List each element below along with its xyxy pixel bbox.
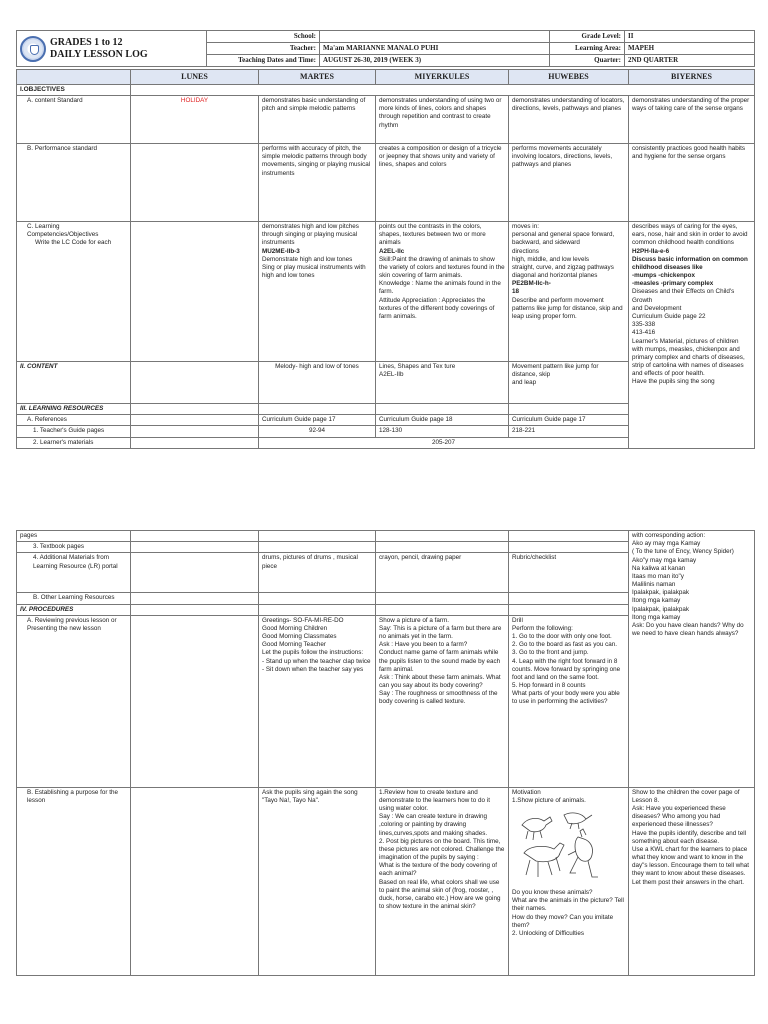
song-biyernes: with corresponding action: Ako ay may mga Kamay ( To the tune of Ency, Wency Spider) Ako"y may mga kamay Na kaliwa at kanan Itaas mo man ito"y Malilinis naman Ipalakpak, ipalakpak Itong mga kamay Ipalakpak, ipalakpak Itong mga kamay Ask: Do you have clean hands? Why do we need to have clean hands always? [629, 531, 755, 788]
tg-miyerkules-b: 128-130 [376, 426, 509, 437]
content-huwebes: Movement pattern like jump for distance, skip and leap [509, 362, 629, 404]
school-value [320, 31, 550, 43]
ps-biyernes: consistently practices good health habits and hygiene for the sense organs [629, 144, 755, 222]
ps-huwebes: performs movements accurately involving locators, directions, levels, pathways and planes [509, 144, 629, 222]
teacher-label: Teacher: [207, 43, 320, 55]
additional-materials-label: 4. Additional Materials from Learning Resource (LR) portal [17, 553, 131, 593]
lc-biyernes: describes ways of caring for the eyes, ears, nose, hair and skin in order to avoid common childhood health conditions H2PH-IIa-e-6 Discuss basic information on common childhood diseases like -mumps -chickenpox -measles -primary complex Diseases and their Effects on Child's Growth and Development Curriculum Guide page 22 335-338 413-416 Learner's Material, pictures of children with mumps, measles, chickenpox and primary complex and charts of diseases, strip of cartolina with names of diseases and effects of poor health. Have the pupils sing the song [629, 222, 755, 449]
day-header-huwebes: HUWEBES [509, 70, 629, 84]
deped-seal-icon [20, 36, 46, 62]
learners-materials-label: 2. Learner's materials [17, 437, 131, 448]
content-label: II. CONTENT [17, 362, 131, 404]
deped-logo [20, 36, 203, 62]
rv-martes: Greetings- SO-FA-MI-RE-DO Good Morning Children Good Morning Classmates Good Morning Teacher Let the pupils follow the instructions: - Stand up when the teacher clap twice - Sit down when the teacher say yes [259, 615, 376, 787]
other-resources-label: B. Other Learning Resources [17, 593, 131, 604]
lc-miyerkules: points out the contrasts in the colors, shapes, textures between two or more animals A2EL-IIc Skill:Paint the drawing of animals to show the variety of colors and textures found in the skin covering of farm animals. Knowledge : Name the animals found in the farm. Attitude Appreciation : Appreciates the textures of the different body coverings of farm animals. [376, 222, 509, 362]
lesson-table-2 [16, 530, 755, 976]
area-label: Learning Area: [550, 43, 625, 55]
competencies-label-cell [17, 222, 131, 362]
area-value: MAPEH [625, 43, 755, 55]
lesson-log-page-1 [16, 30, 754, 449]
school-label: School: [207, 31, 320, 43]
logo-line-2: DAILY LESSON LOG [50, 48, 148, 60]
pu-biyernes: Show to the children the cover page of Lesson 8. Ask: Have you experienced these diseases? Who among you had experienced these illnesses? Have the pupils identify, describe and tell something about each disease. Use a KWL chart for the learners to place what they know and want to know in the day"s lesson. Encourage them to tell what they want to know about these diseases. Let them post their answers in the chart. [629, 787, 755, 975]
resources-label: III. LEARNING RESOURCES [17, 404, 131, 415]
tg-martes-b: 92-94 [259, 426, 376, 437]
cs-martes: demonstrates basic understanding of pitch and simple melodic patterns [259, 96, 376, 144]
ps-miyerkules: creates a composition or design of a tricycle or jeepney that shows unity and variety of lines, shapes and colors [376, 144, 509, 222]
grade-label: Grade Level: [550, 31, 625, 43]
logo-line-1: GRADES 1 to 12 [50, 36, 123, 48]
logo-cell [17, 31, 207, 67]
competencies-label: C. Learning Competencies/Objectives [27, 223, 99, 239]
pu-martes: Ask the pupils sing again the song "Tayo Na!, Tayo Na". [259, 787, 376, 975]
textbook-label: 3. Textbook pages [17, 542, 131, 553]
quarter-value: 2ND QUARTER [625, 55, 755, 67]
day-header-lunes: LUNES [131, 70, 259, 84]
corner-cell [17, 70, 131, 84]
reviewing-label: A. Reviewing previous lesson or Presenting the new lesson [17, 615, 131, 787]
lc-code-miyerkules: A2EL-IIc [379, 247, 405, 255]
am-miyerkules: crayon, pencil, drawing paper [376, 553, 509, 593]
teachers-guide-label: 1. Teacher's Guide pages [17, 426, 131, 437]
lc-code-huwebes: PE2BM-IIc-h- 18 [512, 280, 551, 296]
quarter-label: Quarter: [550, 55, 625, 67]
lc-code-biyernes: H2PH-IIa-e-6 [632, 247, 670, 255]
lc-huwebes: moves in: personal and general space forward, backward, and sideward directions high, middle, and low levels straight, curve, and zigzag pathways diagonal and horizontal planes PE2BM-IIc-h- 18 Describe and perform movement patterns like jump for distance, skip and leap using proper form. [509, 222, 629, 362]
grade-value: II [625, 31, 755, 43]
am-martes: drums, pictures of drums , musical piece [259, 553, 376, 593]
objectives-label: I.OBJECTIVES [17, 84, 131, 95]
day-header-martes: MARTES [259, 70, 376, 84]
tg-huwebes-b: 218-221 [509, 426, 629, 437]
teacher-value: Ma'am MARIANNE MANALO PUHI [320, 43, 550, 55]
procedures-label: IV. PROCEDURES [17, 604, 131, 615]
purpose-label: B. Establishing a purpose for the lesson [17, 787, 131, 975]
competencies-sublabel: Write the LC Code for each [35, 239, 112, 247]
header-table [16, 30, 755, 67]
tg-miyerkules-a: Curriculum Guide page 18 [376, 415, 509, 426]
content-miyerkules: Lines, Shapes and Tex ture A2EL-IIb [376, 362, 509, 404]
dates-value: AUGUST 26-30, 2019 (WEEK 3) [320, 55, 550, 67]
tg-martes-a: Curriculum Guide page 17 [259, 415, 376, 426]
content-martes: Melody- high and low of tones [259, 362, 376, 404]
day-header-biyernes: BIYERNES [629, 70, 755, 84]
cs-miyerkules: demonstrates understanding of using two or more kinds of lines, colors and shapes through repetition and contrast to create rhythm [376, 96, 509, 144]
day-header-miyerkules: MIYERKULES [376, 70, 509, 84]
pages-label: pages [17, 531, 131, 542]
lm-pages: 205-207 [259, 437, 629, 448]
content-standard-label: A. content Standard [17, 96, 131, 144]
rv-huwebes: Drill Perform the following: 1. Go to the door with only one foot. 2. Go to the board as fast as you can. 3. Go to the front and jump. 4. Leap with the right foot forward in 8 counts. Move forward by springing one foot and land on the same foot. 5. Hop forward in 8 counts What parts of your body were you able to use in performing the activities? [509, 615, 629, 787]
farm-animals-sketch-image [516, 807, 602, 887]
am-huwebes: Rubric/checklist [509, 553, 629, 593]
lc-martes: demonstrates high and low pitches through singing or playing musical instruments MU2ME-IIb-3 Demonstrate high and low tones Sing or play musical instruments with high and low tones [259, 222, 376, 362]
dates-label: Teaching Dates and Time: [207, 55, 320, 67]
cs-biyernes: demonstrates understanding of the proper ways of taking care of the sense organs [629, 96, 755, 144]
lc-code-martes: MU2ME-IIb-3 [262, 247, 300, 255]
references-label: A. References [17, 415, 131, 426]
holiday-label: HOLIDAY [131, 96, 259, 144]
rv-miyerkules: Show a picture of a farm. Say: This is a picture of a farm but there are no animals yet in the farm. Ask : Have you been to a farm? Conduct name game of farm animals while the pupils listen to the sound made by each farm animal. Ask : Think about these farm animals. What can you say about its body covering? Say : The roughness or smoothness of the body covering is called texture. [376, 615, 509, 787]
lesson-table-1 [16, 69, 755, 449]
pu-miyerkules: 1.Review how to create texture and demonstrate to the learners how to do it using water color. Say : We can create texture in drawing ,coloring or painting by drawing lines,curves,spots and making shades. 2. Post big pictures on the board. This time, these pictures are not colored. Challenge the imagination of the pupils by saying : What is the texture of the body covering of each animal? Based on real life, what colors shall we use to paint the animal skin of (frog, rooster, , duck, horse, carabo etc.) How are we going to show texture in the animal skin? [376, 787, 509, 975]
cs-huwebes: demonstrates understanding of locators, directions, levels, pathways and planes [509, 96, 629, 144]
pu-huwebes: Motivation 1.Show picture of animals. Do you know these animals? What are the animals in the picture? Tell their names. How do they move? Can you imitate them? 2. Unlocking of Difficulties [509, 787, 629, 975]
performance-standard-label: B. Performance standard [17, 144, 131, 222]
ps-martes: performs with accuracy of pitch, the simple melodic patterns through body movements, singing or playing musical instruments [259, 144, 376, 222]
lesson-log-page-2 [16, 530, 754, 976]
tg-huwebes-a: Curriculum Guide page 17 [509, 415, 629, 426]
